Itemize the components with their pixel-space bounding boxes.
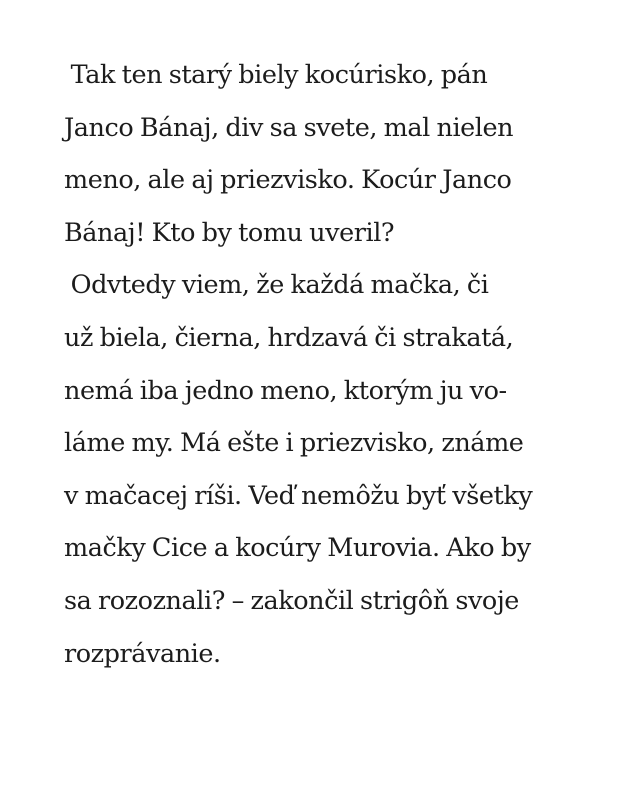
text-line: mačky Cice a kocúry Murovia. Ako by	[64, 533, 531, 564]
paragraph-2	[64, 259, 584, 680]
text-line: už biela, čierna, hrdzavá či strakatá,	[64, 322, 514, 353]
book-page	[64, 49, 584, 680]
text-line: sa rozoznali? – zakončil strigôň svoje	[64, 585, 519, 616]
text-line: nemá iba jedno meno, ktorým ju vo-	[64, 375, 507, 406]
text-line: rozprávanie.	[64, 638, 221, 669]
text-line: Tak ten starý biely kocúrisko, pán	[64, 60, 488, 90]
text-line: Odvtedy viem, že každá mačka, či	[64, 270, 489, 301]
text-line: láme my. Má ešte i priezvisko, známe	[64, 428, 524, 459]
text-line: Bánaj! Kto by tomu uveril?	[64, 217, 395, 248]
text-line: Janco Bánaj, div sa svete, mal nielen	[64, 112, 514, 143]
paragraph-1	[64, 49, 584, 259]
text-line: meno, ale aj priezvisko. Kocúr Janco	[64, 165, 512, 196]
text-line: v mačacej ríši. Veď nemôžu byť všetky	[64, 480, 533, 511]
